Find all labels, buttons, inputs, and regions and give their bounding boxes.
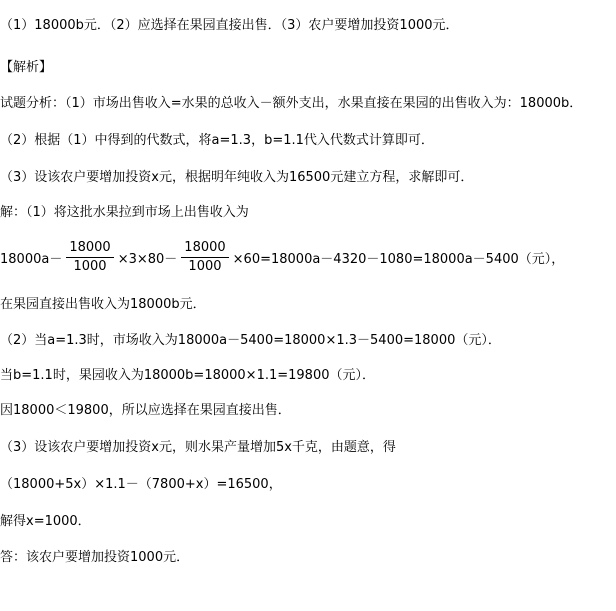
solution-intro: 解：（1）将这批水果拉到市场上出售收入为	[0, 205, 249, 220]
solution-part2-market: （2）当a=1.3时，市场收入为18000a－5400=18000×1.3－5400=18000（元）．	[0, 333, 501, 348]
fraction-1-numerator: 18000	[66, 240, 113, 258]
solution-part3-result: 解得x=1000．	[0, 514, 91, 529]
solution-part2-conclusion: 因18000＜19800，所以应选择在果园直接出售．	[0, 403, 291, 418]
final-answer: 答：该农户要增加投资1000元．	[0, 550, 190, 565]
market-income-formula	[0, 237, 564, 277]
fraction-1	[66, 240, 113, 275]
analysis-part3: （3）设该农户要增加投资x元，根据明年纯收入为16500元建立方程，求解即可．	[0, 170, 474, 185]
analysis-part1: 试题分析：（1）市场出售收入=水果的总收入－额外支出，水果直接在果园的出售收入为：18000b．	[0, 96, 583, 111]
fraction-2-numerator: 18000	[181, 240, 228, 258]
analysis-part2: （2）根据（1）中得到的代数式，将a=1.3，b=1.1代入代数式计算即可．	[0, 133, 434, 148]
fraction-1-denominator: 1000	[73, 258, 107, 274]
formula-lead: 18000a－	[0, 251, 63, 267]
formula-mid: ×3×80－	[117, 251, 178, 267]
answer-summary: （1）18000b元．（2）应选择在果园直接出售．（3）农户要增加投资1000元．	[0, 18, 459, 33]
solution-part3-setup: （3）设该农户要增加投资x元，则水果产量增加5x千克，由题意，得	[0, 440, 396, 455]
fraction-2-denominator: 1000	[188, 258, 222, 274]
solution-part2-orchard: 当b=1.1时，果园收入为18000b=18000×1.1=19800（元）．	[0, 368, 375, 383]
orchard-income: 在果园直接出售收入为18000b元．	[0, 297, 206, 312]
formula-tail: ×60=18000a－4320－1080=18000a－5400（元），	[232, 251, 565, 267]
solution-part3-equation: （18000+5x）×1.1－（7800+x）=16500，	[0, 477, 282, 492]
fraction-2	[181, 240, 228, 275]
analysis-heading: 【解析】	[0, 60, 53, 75]
